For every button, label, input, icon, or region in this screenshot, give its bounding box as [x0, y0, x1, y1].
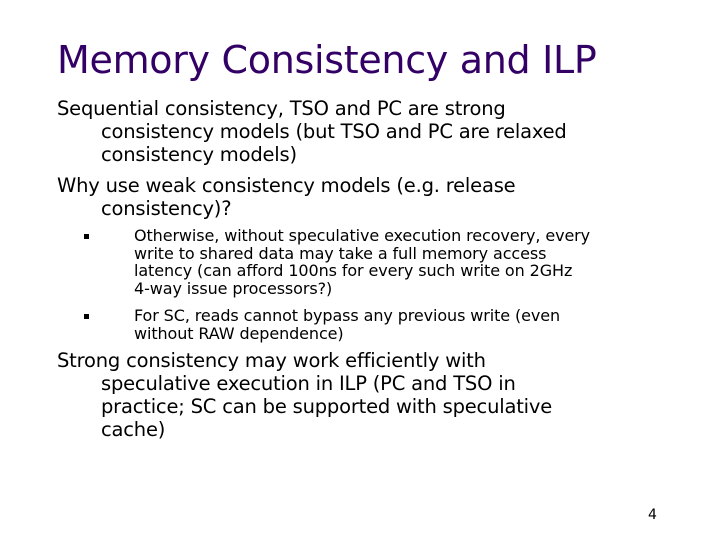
sub-bullet-line: For SC, reads cannot bypass any previous write (even — [134, 306, 561, 325]
sub-bullet-line: latency (can afford 100ns for every such write on 2GHz — [134, 261, 573, 281]
sub-bullet-line: without RAW dependence) — [134, 323, 344, 343]
square-bullet-icon — [84, 234, 89, 239]
paragraph-line: speculative execution in ILP (PC and TSO in — [101, 372, 516, 395]
paragraph-line: Sequential consistency, TSO and PC are strong — [57, 97, 506, 120]
paragraph-line: Why use weak consistency models (e.g. release — [57, 174, 516, 197]
paragraph-line: consistency models) — [101, 143, 297, 166]
paragraph-line: cache) — [101, 418, 166, 441]
paragraph-line: Strong consistency may work efficiently with — [57, 349, 486, 372]
sub-bullet-line: 4-way issue processors?) — [134, 278, 333, 298]
paragraph-line: consistency models (but TSO and PC are relaxed — [101, 120, 567, 143]
sub-bullet-text — [134, 227, 590, 297]
paragraph-why-weak-consistency — [57, 174, 515, 220]
paragraph-line: consistency)? — [101, 197, 232, 220]
paragraph-sequential-consistency — [57, 97, 567, 166]
page-number: 4 — [648, 507, 657, 523]
sub-bullet-line: Otherwise, without speculative execution recovery, every — [134, 226, 591, 245]
paragraph-strong-consistency — [57, 349, 552, 441]
square-bullet-icon — [84, 314, 89, 319]
slide-title: Memory Consistency and ILP — [57, 38, 597, 82]
paragraph-line: practice; SC can be supported with speculative — [101, 395, 553, 418]
sub-bullet-line: write to shared data may take a full memory access — [134, 243, 547, 263]
sub-bullet-text — [134, 307, 560, 342]
